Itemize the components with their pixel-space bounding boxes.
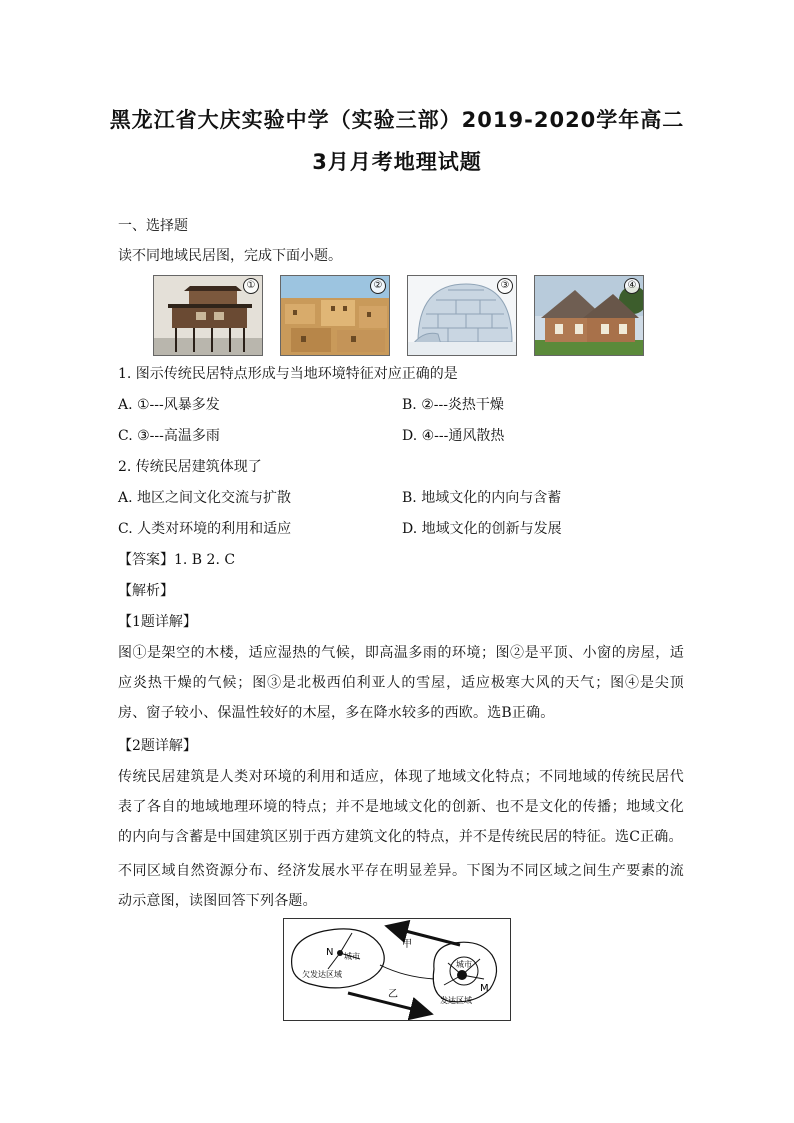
- question-2-option-b: B. 地域文化的内向与含蓄: [402, 490, 562, 506]
- point-n-label: N: [326, 947, 334, 958]
- answer-line: 【答案】1. B 2. C: [118, 552, 236, 568]
- question-2-stem: 2. 传统民居建筑体现了: [118, 459, 262, 475]
- production-factor-flow-diagram: [283, 918, 511, 1021]
- detail-1-text: 图①是架空的木楼，适应湿热的气候，即高温多雨的环境；图②是平顶、小窗的房屋，适应炎热干燥的气候；图③是北极西伯利亚人的雪屋，适应极寒大风的天气；图④是尖顶房、窗子较小、保温性较好的木屋，多在降水较多的西欧。选B正确。: [118, 645, 684, 721]
- arrow-jia-label: 甲: [402, 939, 412, 950]
- question-1-option-d: D. ④---通风散热: [402, 428, 505, 444]
- right-city-label: 城市: [456, 960, 472, 969]
- photo-stilt-house: [153, 275, 263, 356]
- detail-2-label: 【2题详解】: [118, 738, 197, 754]
- photo-label-2: ②: [370, 278, 386, 294]
- reading-intro: 读不同地域民居图，完成下面小题。: [118, 248, 342, 264]
- question-2-option-d: D. 地域文化的创新与发展: [402, 521, 562, 537]
- question-1-stem: 1. 图示传统民居特点形成与当地环境特征对应正确的是: [118, 366, 458, 382]
- photo-pitched-roof-house: [534, 275, 644, 356]
- left-city-label: 城市: [344, 952, 360, 961]
- question-1-option-c: C. ③---高温多雨: [118, 428, 220, 444]
- underdeveloped-region-outline: [292, 929, 385, 988]
- question-2-option-a: A. 地区之间文化交流与扩散: [118, 490, 292, 506]
- detail-2-text: 传统民居建筑是人类对环境的利用和适应，体现了地域文化特点；不同地域的传统民居代表了各自的地域地理环境的特点；并不是地域文化的创新、也不是文化的传播；地域文化的内向与含蓄是中国建筑区别于西方建筑文化的特点，并不是传统民居的特征。选C正确。: [118, 769, 684, 845]
- arrow-jia: [390, 927, 460, 945]
- title-line-2: 3月月考地理试题: [312, 150, 482, 174]
- question-1-option-b: B. ②---炎热干燥: [402, 397, 504, 413]
- point-m-label: M: [480, 983, 489, 994]
- photo-label-4: ④: [624, 278, 640, 294]
- photo-label-1: ①: [243, 278, 259, 294]
- photo-label-3: ③: [497, 278, 513, 294]
- title-line-1: 黑龙江省大庆实验中学（实验三部）2019-2020学年高二: [109, 108, 685, 132]
- arrow-yi-label: 乙: [388, 989, 398, 1000]
- photo-igloo: [407, 275, 517, 356]
- right-region-label: 发达区域: [440, 996, 472, 1005]
- next-question-intro: 不同区域自然资源分布、经济发展水平存在明显差异。下图为不同区域之间生产要素的流动示意图，读图回答下列各题。: [118, 863, 684, 909]
- question-1-option-a: A. ①---风暴多发: [118, 397, 220, 413]
- left-region-label: 欠发达区域: [302, 970, 342, 979]
- analysis-label: 【解析】: [118, 583, 174, 599]
- detail-1-label: 【1题详解】: [118, 614, 197, 630]
- section-heading: 一、选择题: [118, 218, 188, 234]
- photo-flat-roof-houses: [280, 275, 390, 356]
- question-2-option-c: C. 人类对环境的利用和适应: [118, 521, 292, 537]
